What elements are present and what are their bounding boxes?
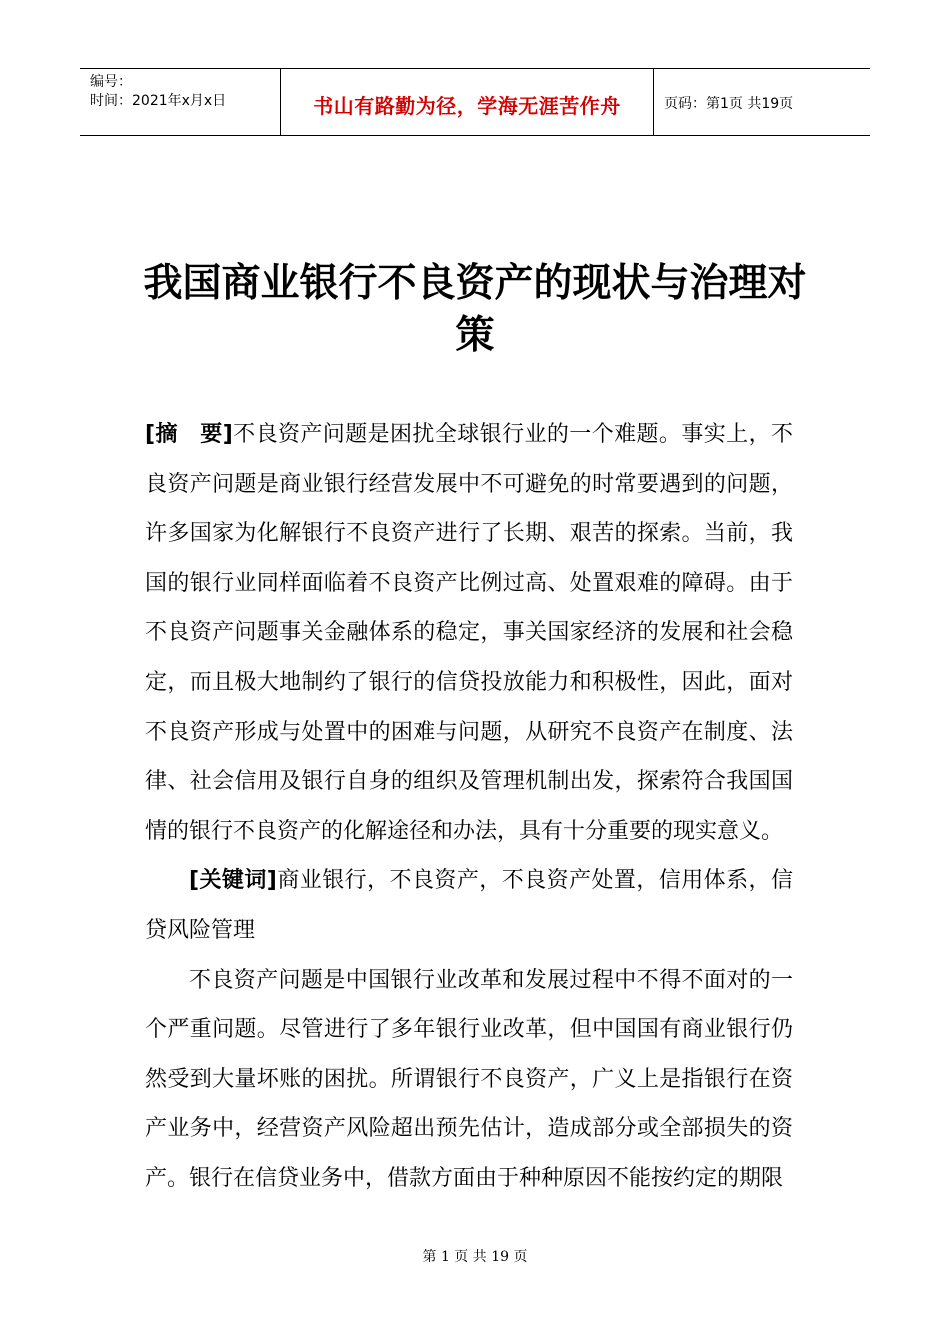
header-page-cell	[654, 69, 870, 135]
keywords-paragraph	[145, 856, 793, 955]
abstract-tag: [摘 要]	[145, 422, 233, 447]
document-time-label: 时间：2021年x月x日	[90, 93, 227, 109]
page-footer: 第 1 页 共 19 页	[422, 1249, 528, 1265]
header-page-info: 页码：第1页 共19页	[664, 96, 794, 112]
header-motto-cell	[281, 69, 654, 135]
body-paragraph: 不良资产问题是中国银行业改革和发展过程中不得不面对的一个严重问题。尽管进行了多年银行业改革，但中国国有商业银行仍然受到大量坏账的困扰。所谓银行不良资产，广义上是指银行在资产业务中，经营资产风险超出预先估计，造成部分或全部损失的资产。银行在信贷业务中，借款方面由于种种原因不能按约定的期限	[145, 967, 793, 1191]
header-motto: 书山有路勤为径，学海无涯苦作舟	[313, 93, 621, 118]
header-meta-cell	[80, 69, 281, 135]
abstract-text: 不良资产问题是困扰全球银行业的一个难题。事实上，不良资产问题是商业银行经营发展中不可避免的时常要遇到的问题，许多国家为化解银行不良资产进行了长期、艰苦的探索。当前，我国的银行业同样面临着不良资产比例过高、处置艰难的障碍。由于不良资产问题事关金融体系的稳定，事关国家经济的发展和社会稳定，而且极大地制约了银行的信贷投放能力和积极性，因此，面对不良资产形成与处置中的困难与问题，从研究不良资产在制度、法律、社会信用及银行自身的组织及管理机制出发，探索符合我国国情的银行不良资产的化解途径和办法，具有十分重要的现实意义。	[145, 422, 793, 844]
document-body	[145, 410, 793, 1204]
document-number-label: 编号：	[90, 74, 132, 90]
keywords-tag: [关键词]	[189, 868, 277, 894]
keywords-text: 商业银行，不良资产，不良资产处置，信用体系，信贷风险管理	[145, 868, 793, 943]
document-title: 我国商业银行不良资产的现状与治理对策	[143, 261, 807, 358]
page-header	[80, 68, 870, 136]
abstract-paragraph	[145, 410, 793, 856]
